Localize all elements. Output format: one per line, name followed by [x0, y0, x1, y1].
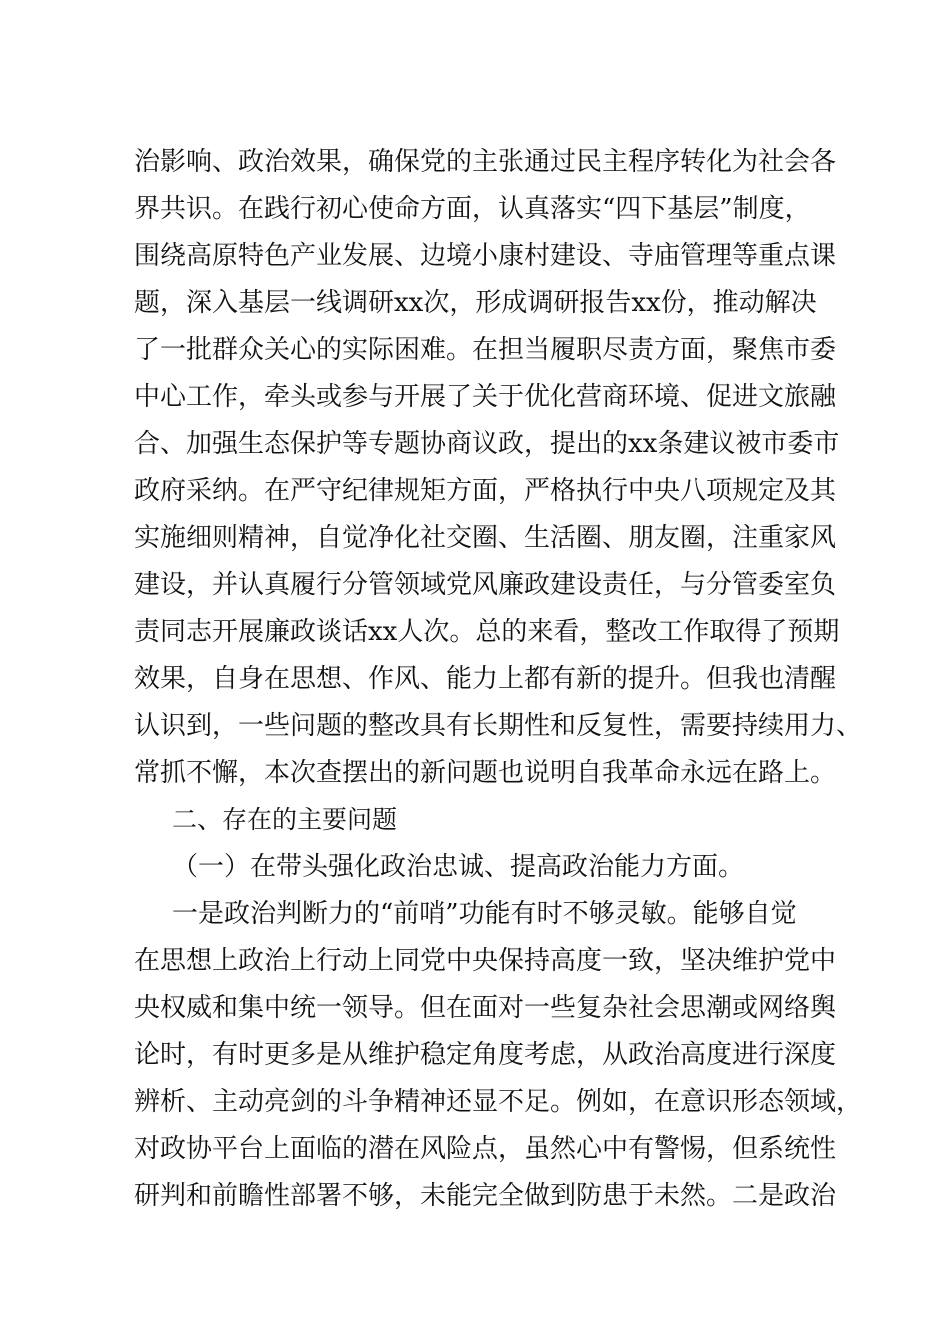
paragraph-line: 治影响、政治效果，确保党的主张通过民主程序转化为社会各: [134, 147, 837, 177]
paragraph-line: 在思想上政治上行动上同党中央保持高度一致，坚决维护党中: [134, 946, 837, 976]
paragraph-line: 了一批群众关心的实际困难。在担当履职尽责方面，聚焦市委: [134, 335, 837, 365]
paragraph-line: 效果，自身在思想、作风、能力上都有新的提升。但我也清醒: [134, 664, 837, 694]
paragraph-line: 研判和前瞻性部署不够，未能完全做到防患于未然。二是政治: [134, 1181, 837, 1211]
paragraph-line: 建设，并认真履行分管领域党风廉政建设责任，与分管委室负: [134, 570, 837, 600]
paragraph-line: 辨析、主动亮剑的斗争精神还显不足。例如，在意识形态领域，: [134, 1087, 863, 1117]
paragraph-line: 实施细则精神，自觉净化社交圈、生活圈、朋友圈，注重家风: [134, 523, 837, 553]
paragraph-line: 论时，有时更多是从维护稳定角度考虑，从政治高度进行深度: [134, 1040, 837, 1070]
paragraph-line: 常抓不懈，本次查摆出的新问题也说明自我革命永远在路上。: [134, 758, 837, 788]
paragraph-line: 界共识。在践行初心使命方面，认真落实“四下基层”制度，: [134, 194, 811, 224]
section-heading: 二、存在的主要问题: [172, 805, 398, 834]
subsection-heading: （一）在带头强化政治忠诚、提高政治能力方面。: [172, 852, 745, 882]
paragraph-line: 中心工作，牵头或参与开展了关于优化营商环境、促进文旅融: [134, 382, 837, 412]
paragraph-line: 责同志开展廉政谈话xx人次。总的来看，整改工作取得了预期: [134, 617, 840, 647]
paragraph-line: 政府采纳。在严守纪律规矩方面，严格执行中央八项规定及其: [134, 476, 837, 506]
paragraph-line: 一是政治判断力的“前哨”功能有时不够灵敏。能够自觉: [172, 899, 797, 929]
paragraph-line: 央权威和集中统一领导。但在面对一些复杂社会思潮或网络舆: [134, 993, 837, 1023]
paragraph-line: 认识到，一些问题的整改具有长期性和反复性，需要持续用力、: [134, 711, 863, 741]
paragraph-line: 围绕高原特色产业发展、边境小康村建设、寺庙管理等重点课: [134, 241, 837, 271]
paragraph-line: 合、加强生态保护等专题协商议政，提出的xx条建议被市委市: [134, 429, 840, 459]
paragraph-line: 对政协平台上面临的潜在风险点，虽然心中有警惕，但系统性: [134, 1134, 837, 1164]
paragraph-line: 题，深入基层一线调研xx次，形成调研报告xx份，推动解决: [134, 288, 817, 318]
